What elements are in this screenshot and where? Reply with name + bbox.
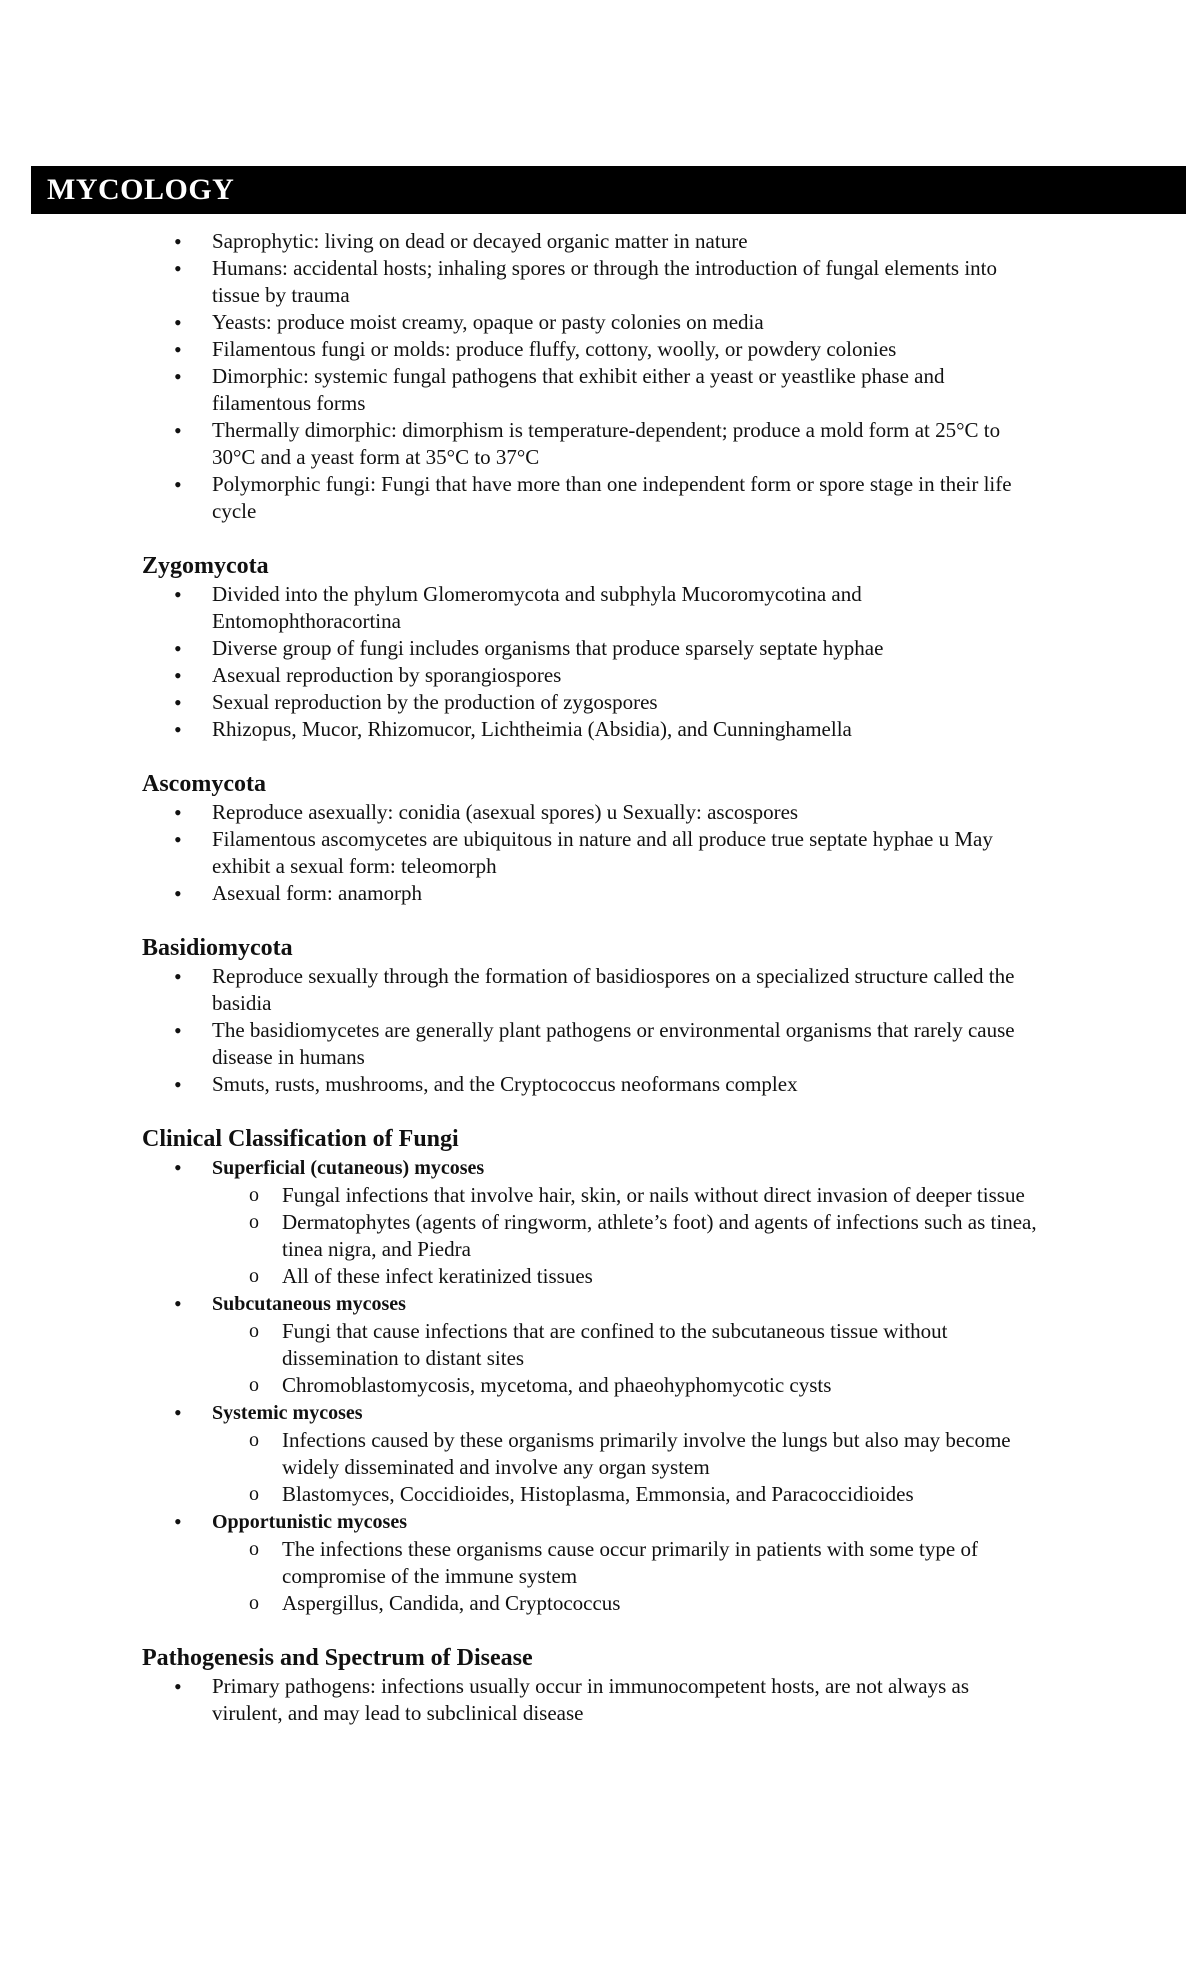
list-item: • Humans: accidental hosts; inhaling spores or through the introduction of fungal elements into tissue by trauma	[142, 255, 1042, 309]
list-item	[142, 1290, 1042, 1399]
sub-list	[212, 1318, 1042, 1399]
sub-list-item: o Fungal infections that involve hair, skin, or nails without direct invasion of deeper tissue	[212, 1182, 1042, 1209]
list-item: • Polymorphic fungi: Fungi that have more than one independent form or spore stage in their life cycle	[142, 471, 1042, 525]
sub-list-item: o Aspergillus, Candida, and Cryptococcus	[212, 1590, 1042, 1617]
list-item: • Dimorphic: systemic fungal pathogens that exhibit either a yeast or yeastlike phase and filamentous forms	[142, 363, 1042, 417]
list-item	[142, 1399, 1042, 1508]
sub-list-item: o Infections caused by these organisms primarily involve the lungs but also may become widely disseminated and involve any organ system	[212, 1427, 1042, 1481]
group-label: Subcutaneous mycoses	[212, 1293, 406, 1315]
section-heading-pathogenesis: Pathogenesis and Spectrum of Disease	[142, 1645, 533, 1671]
section-heading-ascomycota: Ascomycota	[142, 771, 266, 797]
sub-list-item: o Fungi that cause infections that are confined to the subcutaneous tissue without dissemination to distant sites	[212, 1318, 1042, 1372]
sub-list-item: o Blastomyces, Coccidioides, Histoplasma, Emmonsia, and Paracoccidioides	[212, 1481, 1042, 1508]
list-item: • Thermally dimorphic: dimorphism is temperature-dependent; produce a mold form at 25°C to 30°C and a yeast form at 35°C to 37°C	[142, 417, 1042, 471]
list-item	[142, 1508, 1042, 1617]
group-label: Opportunistic mycoses	[212, 1511, 407, 1533]
list-item: • Filamentous fungi or molds: produce fluffy, cottony, woolly, or powdery colonies	[142, 336, 1042, 363]
list-item: • Reproduce asexually: conidia (asexual spores) u Sexually: ascospores	[142, 799, 1042, 826]
sub-list-item: o The infections these organisms cause occur primarily in patients with some type of compromise of the immune system	[212, 1536, 1042, 1590]
intro-list	[142, 228, 1042, 525]
sub-list	[212, 1536, 1042, 1617]
ascomycota-list	[142, 799, 1042, 907]
group-label: Systemic mycoses	[212, 1402, 363, 1424]
basidiomycota-list	[142, 963, 1042, 1098]
document-body	[142, 228, 1042, 1727]
sub-list	[212, 1427, 1042, 1508]
list-item	[142, 1154, 1042, 1290]
sub-list-item: o All of these infect keratinized tissues	[212, 1263, 1042, 1290]
list-item: • Yeasts: produce moist creamy, opaque or pasty colonies on media	[142, 309, 1042, 336]
group-label: Superficial (cutaneous) mycoses	[212, 1157, 485, 1179]
sub-list-item: o Dermatophytes (agents of ringworm, athlete’s foot) and agents of infections such as tinea, tinea nigra, and Piedra	[212, 1209, 1042, 1263]
page-title: MYCOLOGY	[31, 166, 1186, 214]
list-item: • Reproduce sexually through the formation of basidiospores on a specialized structure called the basidia	[142, 963, 1042, 1017]
section-heading-zygomycota: Zygomycota	[142, 553, 269, 579]
pathogenesis-list	[142, 1673, 1042, 1727]
sub-list	[212, 1182, 1042, 1290]
list-item: • Filamentous ascomycetes are ubiquitous in nature and all produce true septate hyphae u May exhibit a sexual form: teleomorph	[142, 826, 1042, 880]
list-item: • Rhizopus, Mucor, Rhizomucor, Lichtheimia (Absidia), and Cunninghamella	[142, 716, 1042, 743]
section-heading-clinical: Clinical Classification of Fungi	[142, 1126, 459, 1152]
list-item: • Diverse group of fungi includes organisms that produce sparsely septate hyphae	[142, 635, 1042, 662]
list-item: • Saprophytic: living on dead or decayed organic matter in nature	[142, 228, 1042, 255]
list-item: • Divided into the phylum Glomeromycota and subphyla Mucoromycotina and Entomophthoracortina	[142, 581, 1042, 635]
section-heading-basidiomycota: Basidiomycota	[142, 935, 293, 961]
list-item: • The basidiomycetes are generally plant pathogens or environmental organisms that rarely cause disease in humans	[142, 1017, 1042, 1071]
clinical-list	[142, 1154, 1042, 1617]
list-item: • Asexual form: anamorph	[142, 880, 1042, 907]
list-item: • Asexual reproduction by sporangiospores	[142, 662, 1042, 689]
sub-list-item: o Chromoblastomycosis, mycetoma, and phaeohyphomycotic cysts	[212, 1372, 1042, 1399]
zygomycota-list	[142, 581, 1042, 743]
list-item: • Smuts, rusts, mushrooms, and the Cryptococcus neoformans complex	[142, 1071, 1042, 1098]
list-item: • Sexual reproduction by the production of zygospores	[142, 689, 1042, 716]
list-item: • Primary pathogens: infections usually occur in immunocompetent hosts, are not always as virulent, and may lead to subclinical disease	[142, 1673, 1042, 1727]
